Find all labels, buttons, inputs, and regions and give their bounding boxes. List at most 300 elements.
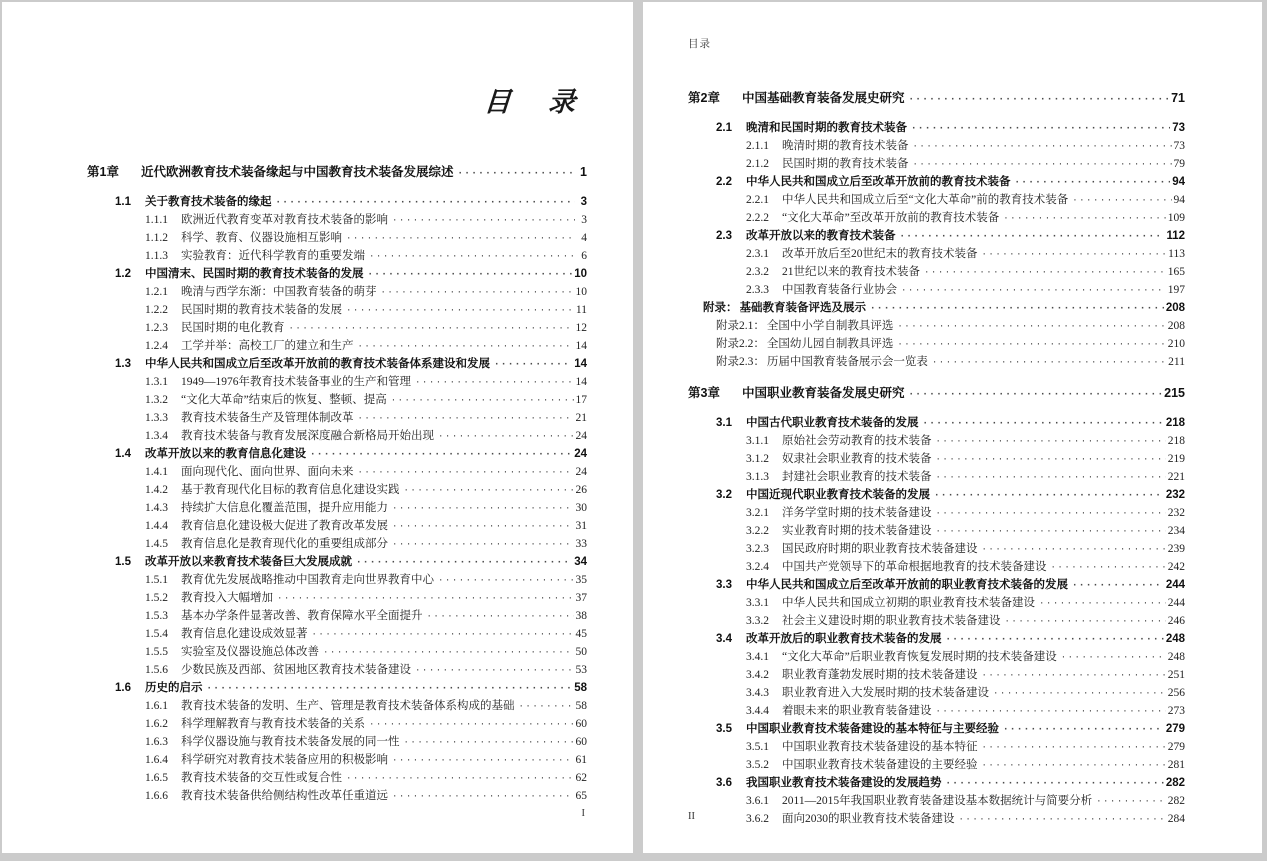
toc-entry-page: 197 [1167, 284, 1185, 296]
toc-entry-page: 71 [1171, 91, 1185, 105]
toc-entry[interactable] [688, 469, 1185, 487]
toc-entry-number: 3.1.3 [746, 471, 769, 483]
toc-entry[interactable] [87, 752, 587, 770]
toc-entry[interactable] [87, 374, 587, 392]
toc-entry-page: 3 [581, 214, 587, 226]
toc-entry-page: 273 [1167, 705, 1185, 717]
toc-entry[interactable] [87, 464, 587, 482]
toc-entry-number: 1.2 [115, 268, 131, 280]
toc-entry-label: 中华人民共和国成立后至“文化大革命”前的教育技术装备 [782, 194, 1069, 206]
toc-entry-label: 科学、教育、仪器设施相互影响 [181, 232, 342, 244]
dot-leader [415, 663, 574, 680]
toc-entry-label: 洋务学堂时期的技术装备建设 [782, 507, 932, 519]
dot-leader [438, 573, 574, 590]
toc-entry-label: 中国共产党领导下的革命根据地教育的技术装备建设 [782, 561, 1047, 573]
toc-entry[interactable] [688, 595, 1185, 613]
dot-leader [392, 753, 574, 770]
toc-entry[interactable] [688, 354, 1185, 372]
dot-leader [415, 375, 574, 392]
toc-entry-page: 65 [575, 790, 587, 802]
toc-entry-page: 12 [575, 322, 587, 334]
toc-entry-label: 晚清时期的教育技术装备 [782, 140, 909, 152]
toc-entry-label: 晚清与西学东渐：中国教育装备的萌芽 [181, 286, 377, 298]
toc-entry-number: 1.1.3 [145, 250, 168, 262]
toc-entry[interactable] [688, 739, 1185, 757]
toc-entry-number: 1.4 [115, 448, 131, 460]
toc-entry[interactable] [688, 775, 1185, 793]
toc-entry[interactable] [87, 248, 587, 266]
toc-entry[interactable] [87, 626, 587, 644]
toc-entry[interactable] [688, 318, 1185, 336]
toc-entry-label: 民国时期的电化教育 [181, 322, 285, 334]
toc-entry-page: 232 [1165, 489, 1185, 501]
toc-entry-page: 17 [575, 394, 587, 406]
dot-leader [392, 213, 575, 230]
toc-entry-label: 中国职业教育技术装备建设的基本特征与主要经验 [746, 723, 999, 735]
toc-entry-label: 着眼未来的职业教育装备建设 [782, 705, 932, 717]
dot-leader [1061, 650, 1166, 667]
toc-entry-page: 24 [574, 448, 587, 460]
toc-entry-number: 1.5.5 [145, 646, 168, 658]
toc-entry-label: 历史的启示 [145, 682, 203, 694]
toc-entry-number: 3.3.2 [746, 615, 769, 627]
toc-entry-number: 1.5.3 [145, 610, 168, 622]
toc-entry-page: 53 [575, 664, 587, 676]
toc-entry-label: 中华人民共和国成立后至改革开放前的教育技术装备 [746, 176, 1011, 188]
toc-entry[interactable] [87, 320, 587, 338]
toc-entry-number: 1.6.2 [145, 718, 168, 730]
toc-entry-number: 3.2.1 [746, 507, 769, 519]
toc-entry[interactable] [688, 649, 1185, 667]
toc-entry-number: 3.6.1 [746, 795, 769, 807]
toc-entry[interactable] [87, 164, 587, 183]
toc-entry-label: 民国时期的教育技术装备 [782, 158, 909, 170]
toc-entry-number: 3.2.3 [746, 543, 769, 555]
toc-entry-label: 原始社会劳动教育的技术装备 [782, 435, 932, 447]
toc-entry-page: 246 [1167, 615, 1185, 627]
toc-entry[interactable] [87, 212, 587, 230]
dot-leader [946, 776, 1164, 793]
toc-entry-label: 1949—1976年教育技术装备事业的生产和管理 [181, 376, 411, 388]
dot-leader [312, 627, 574, 644]
toc-entry[interactable] [87, 644, 587, 662]
toc-entry-page: 50 [575, 646, 587, 658]
toc-entry-number: 1.4.3 [145, 502, 168, 514]
dot-leader [897, 319, 1165, 336]
toc-entry[interactable] [87, 662, 587, 680]
dot-leader [870, 301, 1164, 318]
dot-leader [392, 537, 574, 554]
toc-entry-number: 3.3.1 [746, 597, 769, 609]
dot-leader [932, 355, 1166, 372]
toc-entry-number: 3.2.4 [746, 561, 769, 573]
toc-entry-label: 改革开放以来教育技术装备巨大发展成就 [145, 556, 352, 568]
toc-entry-number: 附录2.2： [716, 338, 765, 350]
toc-entry-label: 晚清和民国时期的教育技术装备 [746, 122, 907, 134]
toc-entry-page: 208 [1167, 320, 1185, 332]
toc-entry-label: 封建社会职业教育的技术装备 [782, 471, 932, 483]
dot-leader [982, 740, 1166, 757]
toc-entry-label: 实验室及仪器设施总体改善 [181, 646, 319, 658]
toc-entry-number: 1.3.3 [145, 412, 168, 424]
toc-entry-label: 教育投入大幅增加 [181, 592, 273, 604]
toc-entry-label: 关于教育技术装备的缘起 [145, 196, 272, 208]
dot-leader [392, 519, 574, 536]
toc-entry-label: 基础教育装备评选及展示 [739, 302, 866, 314]
toc-entry-number: 3.1 [716, 417, 732, 429]
dot-leader [391, 393, 574, 410]
toc-entry[interactable] [688, 228, 1185, 246]
toc-entry-page: 4 [581, 232, 587, 244]
dot-leader [1072, 578, 1164, 595]
toc-entry[interactable] [688, 156, 1185, 174]
toc-entry-label: 中华人民共和国成立初期的职业教育技术装备建设 [782, 597, 1035, 609]
toc-entry-number: 3.2 [716, 489, 732, 501]
toc-entry[interactable] [87, 482, 587, 500]
dot-leader [277, 591, 574, 608]
toc-entry-number: 第2章 [688, 91, 720, 105]
toc-entry[interactable] [688, 246, 1185, 264]
toc-entry-label: 教育信息化建设极大促进了教育改革发展 [181, 520, 388, 532]
toc-entry-number: 1.1 [115, 196, 131, 208]
page-number-right: II [688, 811, 695, 822]
toc-entry-page: 14 [575, 340, 587, 352]
toc-entry[interactable] [87, 284, 587, 302]
toc-entry[interactable] [87, 680, 587, 698]
toc-entry-label: 近代欧洲教育技术装备缘起与中国教育技术装备发展综述 [141, 165, 454, 179]
toc-entry-page: 79 [1173, 158, 1185, 170]
toc-entry-number: 2.3.3 [746, 284, 769, 296]
dot-leader [982, 668, 1166, 685]
toc-entry[interactable] [688, 631, 1185, 649]
toc-entry-number: 1.5 [115, 556, 131, 568]
toc-entry-label: 奴隶社会职业教育的技术装备 [782, 453, 932, 465]
toc-entry-number: 1.5.2 [145, 592, 168, 604]
dot-leader [934, 488, 1164, 505]
toc-entry-page: 219 [1167, 453, 1185, 465]
toc-entry-label: 教育技术装备的发明、生产、管理是教育技术装备体系构成的基础 [181, 700, 515, 712]
toc-entry[interactable] [688, 577, 1185, 595]
toc-entry-label: 少数民族及西部、贫困地区教育技术装备建设 [181, 664, 411, 676]
toc-entry[interactable] [87, 302, 587, 320]
toc-entry[interactable] [688, 811, 1185, 829]
toc-entry[interactable] [87, 608, 587, 626]
toc-entry-label: “文化大革命”至改革开放前的教育技术装备 [782, 212, 1000, 224]
toc-entries-right [688, 90, 1185, 829]
toc-entry-page: 1 [580, 165, 587, 179]
toc-entry-page: 208 [1165, 302, 1185, 314]
toc-entry-label: 全国幼儿园自制教具评选 [766, 338, 894, 350]
toc-entry-page: 61 [575, 754, 587, 766]
dot-leader [982, 542, 1166, 559]
toc-entry[interactable] [87, 716, 587, 734]
dot-leader [1003, 211, 1166, 228]
dot-leader [936, 506, 1166, 523]
toc-entry[interactable] [87, 770, 587, 788]
toc-entry-page: 239 [1167, 543, 1185, 555]
toc-entry[interactable] [688, 282, 1185, 300]
toc-entry[interactable] [87, 230, 587, 248]
toc-entry[interactable] [87, 500, 587, 518]
toc-entry[interactable] [87, 788, 587, 806]
toc-entry-page: 242 [1167, 561, 1185, 573]
dot-leader [897, 337, 1165, 354]
dot-leader [404, 483, 574, 500]
toc-entry-label: 职业教育蓬勃发展时期的技术装备建设 [782, 669, 978, 681]
toc-entry[interactable] [688, 90, 1185, 109]
toc-entry-number: 1.2.1 [145, 286, 168, 298]
toc-entry[interactable] [688, 487, 1185, 505]
dot-leader [369, 717, 574, 734]
toc-entry-label: 教育技术装备的交互性或复合性 [181, 772, 342, 784]
toc-entry-label: 民国时期的教育技术装备的发展 [181, 304, 342, 316]
dot-leader [494, 357, 572, 374]
dot-leader [1072, 193, 1171, 210]
toc-entry-number: 1.6.5 [145, 772, 168, 784]
toc-entry-label: 中国职业教育技术装备建设的基本特征 [782, 741, 978, 753]
toc-entry[interactable] [87, 554, 587, 572]
dot-leader [458, 166, 575, 183]
toc-entry-number: 2.3.1 [746, 248, 769, 260]
toc-entry-label: 欧洲近代教育变革对教育技术装备的影响 [181, 214, 388, 226]
toc-entry-label: 教育信息化建设成效显著 [181, 628, 308, 640]
toc-entry[interactable] [688, 385, 1185, 404]
dot-leader [993, 686, 1166, 703]
toc-entry-label: 2011—2015年我国职业教育装备建设基本数据统计与简要分析 [782, 795, 1093, 807]
toc-entry[interactable] [688, 415, 1185, 433]
toc-entry-page: 10 [574, 268, 587, 280]
dot-leader [936, 452, 1166, 469]
toc-entry-label: 科学仪器设施与教育技术装备发展的同一性 [181, 736, 400, 748]
toc-entry-page: 10 [575, 286, 587, 298]
toc-entry-number: 1.2.3 [145, 322, 168, 334]
toc-entry-number: 2.3 [716, 230, 732, 242]
toc-entry-page: 33 [575, 538, 587, 550]
toc-entry-number: 3.1.1 [746, 435, 769, 447]
dot-leader [946, 632, 1164, 649]
toc-entry-number: 3.6.2 [746, 813, 769, 825]
toc-entry-page: 215 [1164, 386, 1185, 400]
toc-entry-page: 232 [1167, 507, 1185, 519]
toc-entry-page: 14 [575, 376, 587, 388]
toc-entry[interactable] [688, 757, 1185, 775]
dot-leader [368, 267, 573, 284]
dot-leader [358, 339, 574, 356]
toc-entry-label: 持续扩大信息化覆盖范围，提升应用能力 [181, 502, 388, 514]
toc-entry[interactable] [688, 721, 1185, 739]
toc-entry[interactable] [688, 667, 1185, 685]
toc-entry-page: 279 [1167, 741, 1185, 753]
toc-entry-number: 第3章 [688, 386, 720, 400]
toc-entry-label: 工学并举：高校工厂的建立和生产 [181, 340, 354, 352]
toc-entry-page: 24 [575, 430, 587, 442]
toc-entry-number: 3.5.2 [746, 759, 769, 771]
toc-entry-number: 1.4.1 [145, 466, 168, 478]
toc-entry-page: 279 [1165, 723, 1185, 735]
toc-entry[interactable] [688, 559, 1185, 577]
toc-entry-number: 3.4 [716, 633, 732, 645]
toc-entry-number: 3.5 [716, 723, 732, 735]
toc-entry-number: 1.4.4 [145, 520, 168, 532]
dot-leader [936, 704, 1166, 721]
dot-leader [310, 447, 572, 464]
toc-entry-page: 60 [575, 736, 587, 748]
toc-entry-page: 210 [1167, 338, 1185, 350]
dot-leader [346, 231, 575, 248]
toc-entry[interactable] [87, 266, 587, 284]
toc-entry-label: 改革开放以来的教育信息化建设 [145, 448, 306, 460]
toc-entry-page: 45 [575, 628, 587, 640]
toc-entry-page: 58 [574, 682, 587, 694]
dot-leader [913, 139, 1172, 156]
toc-entry-label: 科学研究对教育技术装备应用的积极影响 [181, 754, 388, 766]
dot-leader [936, 434, 1166, 451]
toc-entry[interactable] [688, 685, 1185, 703]
dot-leader [427, 609, 574, 626]
toc-entry-page: 218 [1165, 417, 1185, 429]
toc-entry-number: 1.4.5 [145, 538, 168, 550]
dot-leader [909, 92, 1170, 109]
toc-entry[interactable] [87, 194, 587, 212]
toc-entry-page: 6 [581, 250, 587, 262]
dot-leader [358, 411, 574, 428]
toc-page-left [2, 2, 633, 853]
toc-entry-page: 218 [1167, 435, 1185, 447]
toc-entry-page: 282 [1167, 795, 1185, 807]
toc-entry-page: 256 [1167, 687, 1185, 699]
toc-entry[interactable] [87, 338, 587, 356]
toc-entry-number: 附录2.1： [716, 320, 765, 332]
toc-entry-label: 中国职业教育装备发展史研究 [742, 386, 905, 400]
dot-leader [404, 735, 574, 752]
dot-leader [959, 812, 1166, 829]
toc-entry-label: 改革开放以来的教育技术装备 [746, 230, 896, 242]
toc-entry-page: 281 [1167, 759, 1185, 771]
dot-leader [289, 321, 574, 338]
toc-entry-label: 社会主义建设时期的职业教育技术装备建设 [782, 615, 1001, 627]
toc-entry-page: 113 [1168, 248, 1185, 260]
toc-entry[interactable] [688, 703, 1185, 721]
dot-leader [1003, 722, 1164, 739]
toc-entry-page: 11 [575, 304, 587, 316]
toc-entry[interactable] [688, 613, 1185, 631]
toc-entry-number: 2.1 [716, 122, 732, 134]
toc-entry-page: 31 [575, 520, 587, 532]
toc-entry[interactable] [87, 392, 587, 410]
toc-entry-label: 全国中小学自制教具评选 [766, 320, 894, 332]
toc-entry-page: 73 [1173, 140, 1185, 152]
dot-leader [911, 121, 1170, 138]
dot-leader [438, 429, 574, 446]
dot-leader [323, 645, 574, 662]
toc-entry[interactable] [87, 356, 587, 374]
toc-entry-page: 284 [1167, 813, 1185, 825]
toc-entry[interactable] [688, 433, 1185, 451]
toc-entry-page: 37 [575, 592, 587, 604]
toc-entry-number: 2.2.1 [746, 194, 769, 206]
toc-entry-page: 234 [1167, 525, 1185, 537]
dot-leader [346, 771, 574, 788]
toc-entry-number: 3.4.4 [746, 705, 769, 717]
toc-entry-number: 3.2.2 [746, 525, 769, 537]
toc-entry-number: 2.2 [716, 176, 732, 188]
dot-leader [923, 416, 1164, 433]
dot-leader [1015, 175, 1171, 192]
dot-leader [358, 465, 574, 482]
toc-entry-label: 教育技术装备供给侧结构性改革任重道远 [181, 790, 388, 802]
toc-entry[interactable] [688, 541, 1185, 559]
toc-entry-label: 教育技术装备与教育发展深度融合新格局开始出现 [181, 430, 434, 442]
toc-entry-number: 1.6.4 [145, 754, 168, 766]
toc-entry[interactable] [688, 120, 1185, 138]
toc-entry[interactable] [87, 428, 587, 446]
toc-entry-number: 1.1.1 [145, 214, 168, 226]
toc-entry-label: 中国古代职业教育技术装备的发展 [746, 417, 919, 429]
toc-entry[interactable] [87, 446, 587, 464]
toc-entry[interactable] [87, 734, 587, 752]
toc-entry-number: 1.5.1 [145, 574, 168, 586]
toc-entry-label: 面向2030的职业教育技术装备建设 [782, 813, 955, 825]
toc-entry[interactable] [688, 451, 1185, 469]
toc-entry-label: 教育技术装备生产及管理体制改革 [181, 412, 354, 424]
toc-entry-label: 改革开放后至20世纪末的教育技术装备 [782, 248, 978, 260]
toc-entry[interactable] [688, 138, 1185, 156]
toc-entry-page: 38 [575, 610, 587, 622]
toc-entry[interactable] [688, 505, 1185, 523]
dot-leader [392, 789, 574, 806]
toc-entry-number: 3.5.1 [746, 741, 769, 753]
toc-entry[interactable] [688, 523, 1185, 541]
toc-entry-page: 73 [1172, 122, 1185, 134]
toc-entry-page: 165 [1167, 266, 1185, 278]
toc-entry-number: 3.6 [716, 777, 732, 789]
toc-entry[interactable] [87, 590, 587, 608]
toc-entry[interactable] [688, 300, 1185, 318]
toc-entry-number: 2.1.1 [746, 140, 769, 152]
dot-leader [519, 699, 574, 716]
toc-entry-page: 94 [1172, 176, 1185, 188]
toc-page-right [643, 2, 1262, 853]
toc-entry[interactable] [688, 793, 1185, 811]
toc-entry-number: 第1章 [87, 165, 119, 179]
toc-entry[interactable] [688, 174, 1185, 192]
toc-entry-number: 1.6.3 [145, 736, 168, 748]
toc-entry[interactable] [688, 192, 1185, 210]
toc-entry-number: 3.1.2 [746, 453, 769, 465]
toc-entry[interactable] [688, 336, 1185, 354]
toc-entry[interactable] [688, 210, 1185, 228]
dot-leader [369, 249, 575, 266]
toc-entry-label: 改革开放后的职业教育技术装备的发展 [746, 633, 942, 645]
toc-entry-number: 3.4.2 [746, 669, 769, 681]
toc-entry-number: 3.4.1 [746, 651, 769, 663]
toc-entry[interactable] [87, 536, 587, 554]
dot-leader [913, 157, 1172, 174]
toc-entries-left [87, 164, 587, 806]
toc-entry[interactable] [688, 264, 1185, 282]
toc-entry[interactable] [87, 518, 587, 536]
toc-entry[interactable] [87, 410, 587, 428]
toc-entry-page: 94 [1173, 194, 1185, 206]
toc-entry[interactable] [87, 572, 587, 590]
toc-entry-label: 教育信息化是教育现代化的重要组成部分 [181, 538, 388, 550]
page-number-left: I [581, 808, 585, 819]
toc-title: 目 录 [482, 87, 590, 118]
toc-entry-number: 1.6.1 [145, 700, 168, 712]
toc-entry-number: 附录2.3： [716, 356, 765, 368]
toc-entry[interactable] [87, 698, 587, 716]
toc-entry-page: 248 [1165, 633, 1185, 645]
